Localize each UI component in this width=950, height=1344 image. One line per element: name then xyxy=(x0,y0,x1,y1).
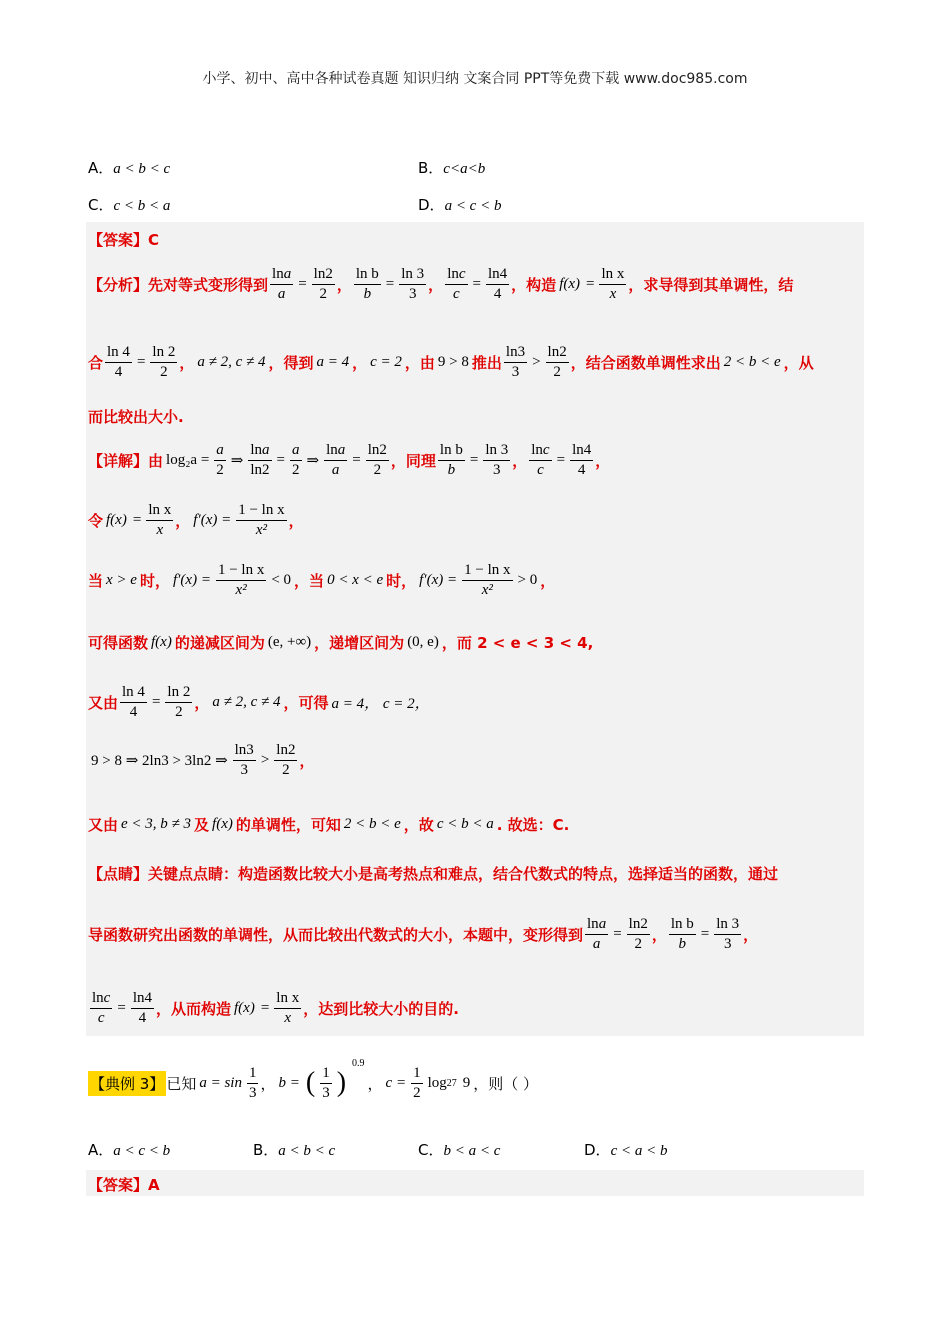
fraction: $\frac{\ln 4}{4}$ xyxy=(488,265,508,302)
fraction: $\frac{\text{ln b}}{b}$ xyxy=(355,265,379,302)
fraction: $\frac{\ln 3}{3}$ xyxy=(505,343,526,380)
analysis-line-2: 合 $\frac{\ln 4}{4}$ = $\frac{\ln 2}{2}$ ， a ≠ 2, c ≠ 4 ，得到 a = 4 ， c = 2 ，由 9 > 8 推出 $\frac{\ln 3}{3}$ > $\frac{\ln 2}{2}$ ，结合函数单调性求出 2 < b < e ，从 xyxy=(88,343,814,380)
ex3-option-d xyxy=(584,1139,667,1160)
fraction: $\frac{1}{3}$ xyxy=(248,1064,257,1101)
option-letter: A． xyxy=(88,1141,114,1159)
fraction: $\frac{\ln 4}{4}$ xyxy=(572,441,592,478)
option-letter: B． xyxy=(253,1141,279,1159)
example-3-question: 【典例 3】 已知 a = sin $\frac{1}{3}$ ， b = ( $\frac{1}{3}$ ) $^{0.9}$ ， c = $\frac{1}{2}$ log 27 9 ，则（ ） xyxy=(90,1058,539,1101)
analysis-line-1: 【分析】 先对等式变形得到 $\frac{\ln a}{a}$ = $\frac{\ln 2}{2}$ ， $\frac{\text{ln b}}{b}$ = $\frac{\ln 3}{3}$ ， $\frac{\ln c}{c}$ = $\frac{\ln 4}{4}$ ，构造 f(x) = $\frac{\text{ln x}}{x}$ ，求导得到其单调性，结 xyxy=(88,265,794,302)
fraction: $\frac{\text{1 − ln x}}{\text{x²}}$ xyxy=(238,501,285,538)
fraction: $\frac{\ln c}{c}$ xyxy=(531,441,550,478)
option-expr: c < b < a xyxy=(113,198,171,214)
fraction: $\frac{\ln a}{a}$ xyxy=(326,441,346,478)
option-expr: c<a<b xyxy=(443,161,486,177)
answer-text: 【答案】C xyxy=(88,231,160,249)
ex3-answer-box xyxy=(86,1170,864,1196)
fraction: $\frac{\ln 4}{4}$ xyxy=(107,343,130,380)
fraction: $\frac{a}{2}$ xyxy=(216,441,224,478)
fraction: $\frac{\text{ln b}}{b}$ xyxy=(670,915,694,952)
fraction: $\frac{\ln c}{c}$ xyxy=(92,989,111,1026)
fraction: $\frac{\text{ln x}}{x}$ xyxy=(148,501,172,538)
analysis-label: 【分析】 xyxy=(88,275,149,294)
option-expr: b < a < c xyxy=(443,1143,501,1159)
option-letter: C． xyxy=(88,196,114,214)
analysis-text: 先对等式变形得到 xyxy=(148,275,269,294)
fraction: $\frac{\ln 2}{2}$ xyxy=(628,915,648,952)
q2-option-b xyxy=(418,157,485,178)
option-letter: A． xyxy=(88,159,114,177)
fraction: $\frac{\ln 2}{2}$ xyxy=(152,343,176,380)
option-letter: C． xyxy=(418,1141,444,1159)
fraction: $\frac{\text{ln x}}{x}$ xyxy=(601,265,625,302)
option-expr: a < b < c xyxy=(113,161,171,177)
option-letter: D． xyxy=(418,196,445,214)
q2-option-a xyxy=(88,157,170,178)
answer-line xyxy=(88,229,159,250)
option-expr: c < a < b xyxy=(610,1143,668,1159)
fraction: $\frac{\ln 2}{2}$ xyxy=(367,441,387,478)
ex3-option-a xyxy=(88,1139,170,1160)
fraction: $\frac{1}{3}$ xyxy=(322,1064,330,1101)
fraction: $\frac{\ln 4}{4}$ xyxy=(132,989,152,1026)
option-letter: D． xyxy=(584,1141,611,1159)
comment-line-2: 导函数研究出函数的单调性，从而比较出代数式的大小，本题中，变形得到 $\frac{\ln a}{a}$ = $\frac{\ln 2}{2}$ ， $\frac{\text{ln b}}{b}$ = $\frac{\ln 3}{3}$ ， xyxy=(88,915,759,952)
fraction: $\frac{\ln a}{\ln 2}$ xyxy=(250,441,270,478)
detail-label: 【详解】 xyxy=(88,451,149,470)
fraction: $\frac{\text{ln b}}{b}$ xyxy=(439,441,463,478)
example-label: 【典例 3】 xyxy=(88,1071,166,1096)
detail-line-1: 【详解】 由 log₂a = $\frac{a}{2}$ ⇒ $\frac{\ln a}{\ln 2}$ = $\frac{a}{2}$ ⇒ $\frac{\ln a}{a}$ = $\frac{\ln 2}{2}$ ，同理 $\frac{\text{ln b}}{b}$ = $\frac{\ln 3}{3}$ ， $\frac{\ln c}{c}$ = $\frac{\ln 4}{4}$ ， xyxy=(88,441,611,478)
fraction: $\frac{\ln 4}{4}$ xyxy=(122,683,145,720)
detail-line-4: 可得函数 f(x) 的递减区间为 (e, +∞) ，递增区间为 (0, e) ，而 2 < e < 3 < 4, xyxy=(88,633,594,652)
fraction: $\frac{\ln 3}{3}$ xyxy=(234,741,254,778)
fraction: $\frac{1}{2}$ xyxy=(413,1064,421,1101)
fraction: $\frac{\ln a}{a}$ xyxy=(272,265,292,302)
comment-line-3: $\frac{\ln c}{c}$ = $\frac{\ln 4}{4}$ ，从而构造 f(x) = $\frac{\text{ln x}}{x}$ ，达到比较大小的目的. xyxy=(92,989,459,1026)
q2-option-c xyxy=(88,194,170,215)
fraction: $\frac{\ln 2}{2}$ xyxy=(276,741,296,778)
fraction: $\frac{\ln 2}{2}$ xyxy=(313,265,333,302)
fraction: $\frac{\text{ln x}}{x}$ xyxy=(276,989,300,1026)
option-expr: a < c < b xyxy=(444,198,502,214)
fraction: $\frac{\ln 2}{2}$ xyxy=(167,683,191,720)
detail-line-5: 又由 $\frac{\ln 4}{4}$ = $\frac{\ln 2}{2}$ ， a ≠ 2, c ≠ 4 ，可得 a = 4， c = 2， xyxy=(88,683,430,720)
fraction: $\frac{\ln a}{a}$ xyxy=(587,915,607,952)
fraction: $\frac{\ln 3}{3}$ xyxy=(485,441,509,478)
fraction: $\frac{\ln 2}{2}$ xyxy=(547,343,567,380)
ex3-option-b xyxy=(253,1139,335,1160)
comment-label: 【点睛】 xyxy=(88,865,149,883)
option-expr: a < b < c xyxy=(278,1143,336,1159)
option-expr: a < c < b xyxy=(113,1143,171,1159)
fraction: $\frac{\ln c}{c}$ xyxy=(447,265,466,302)
detail-line-3: 当 x > e 时， f′(x) = $\frac{\text{1 − ln x}}{\text{x²}}$ < 0 ，当 0 < x < e 时， f′(x) = $\frac{\text{1 − ln x}}{\text{x²}}$ > 0 ， xyxy=(88,561,556,598)
fraction: $\frac{\text{1 − ln x}}{\text{x²}}$ xyxy=(464,561,511,598)
fraction: $\frac{\text{1 − ln x}}{\text{x²}}$ xyxy=(217,561,265,598)
detail-line-6: 9 > 8 ⇒ 2ln3 > 3ln2 ⇒ $\frac{\ln 3}{3}$ > $\frac{\ln 2}{2}$ ， xyxy=(91,741,315,778)
fraction: $\frac{\ln 3}{3}$ xyxy=(716,915,740,952)
fraction: $\frac{a}{2}$ xyxy=(292,441,300,478)
fraction: $\frac{\ln 3}{3}$ xyxy=(401,265,425,302)
detail-line-2: 令 f(x) = $\frac{\text{ln x}}{x}$ ， f′(x) = $\frac{\text{1 − ln x}}{\text{x²}}$ ， xyxy=(88,501,304,538)
page-header: 小学、初中、高中各种试卷真题 知识归纳 文案合同 PPT等免费下载 www.doc985.com xyxy=(202,71,748,87)
analysis-line-3: 而比较出大小. xyxy=(88,408,184,426)
comment-line-1: 【点睛】 关键点点睛：构造函数比较大小是高考热点和难点，结合代数式的特点，选择适当的函数，通过 xyxy=(88,865,779,883)
ex3-answer: 【答案】A xyxy=(88,1176,160,1194)
option-letter: B． xyxy=(418,159,444,177)
ex3-option-c xyxy=(418,1139,500,1160)
q2-option-d xyxy=(418,194,501,215)
detail-line-7: 又由 e < 3, b ≠ 3 及 f(x) 的单调性，可知 2 < b < e ，故 c < b < a . 故选：C. xyxy=(88,815,570,834)
